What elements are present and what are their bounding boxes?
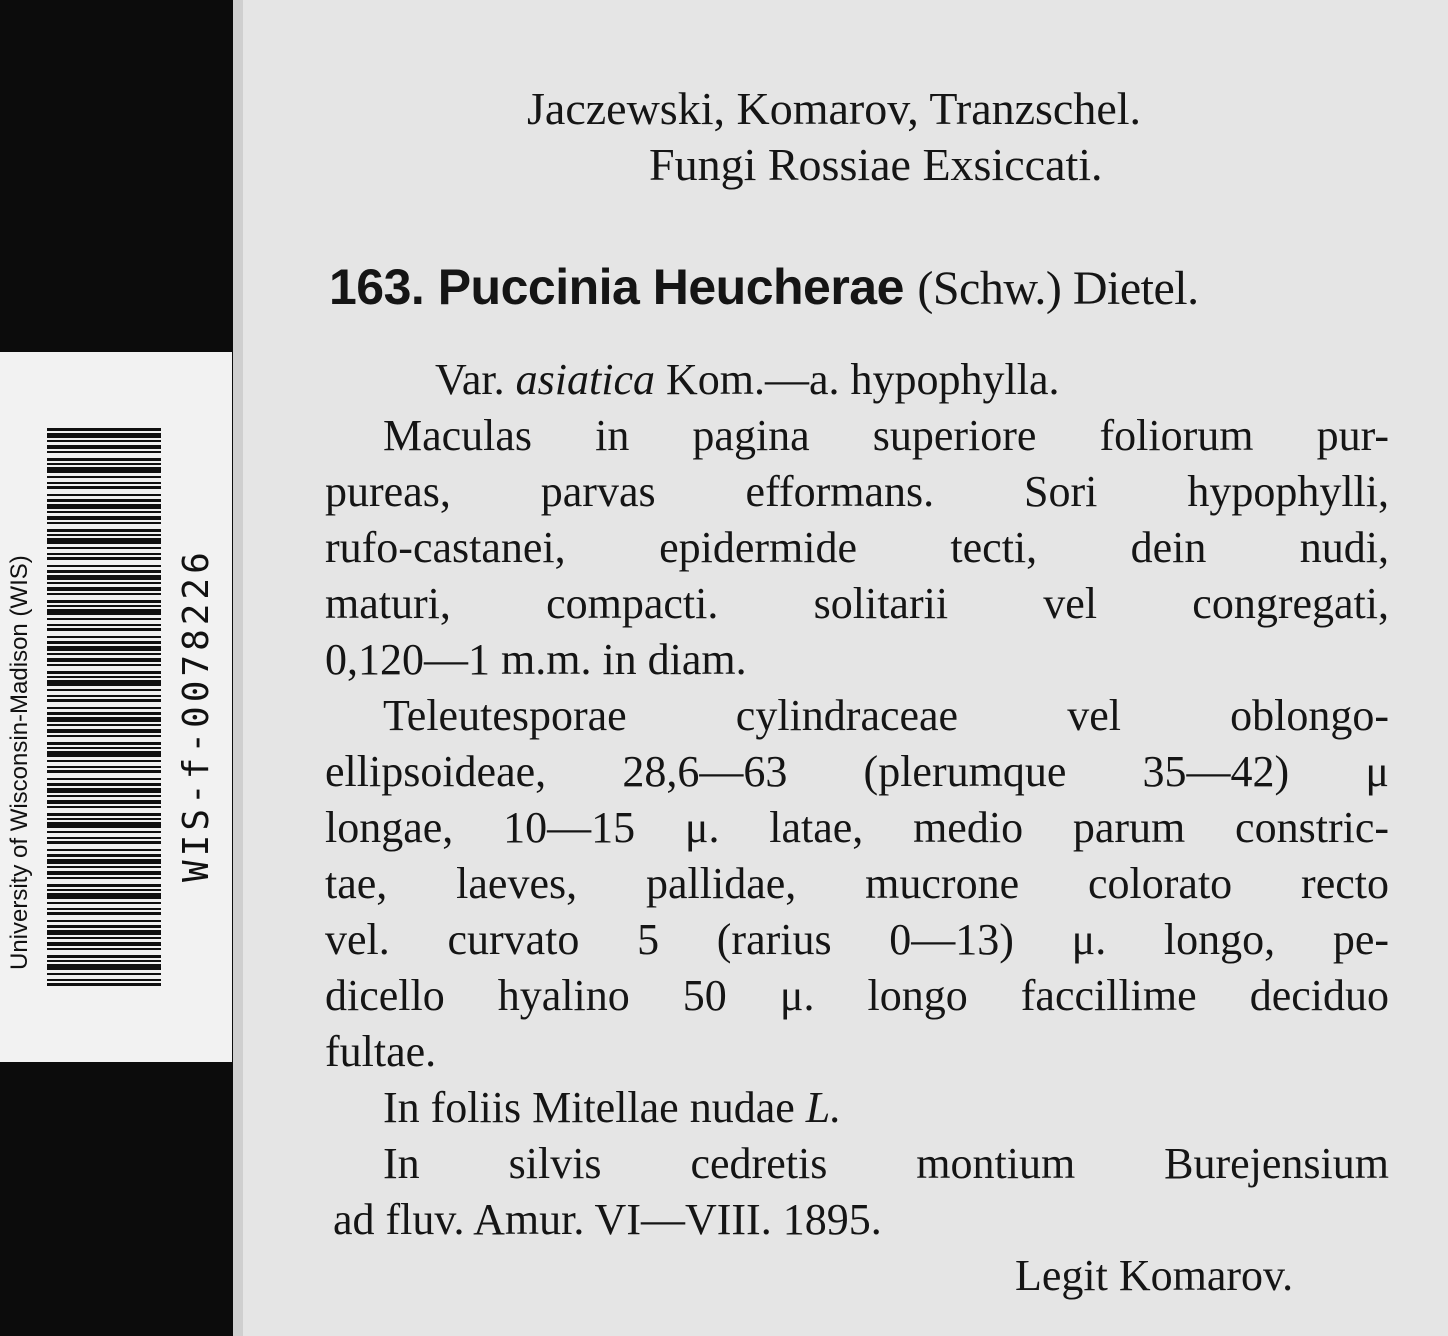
barcode-stripe <box>47 837 161 839</box>
barcode-stripe <box>47 553 161 555</box>
locality-line-1: In silvis cedretis montium Burejensium <box>383 1139 1389 1188</box>
barcode-stripe <box>47 859 161 864</box>
barcode-stripe <box>47 624 161 626</box>
barcode-stripe <box>47 699 161 702</box>
barcode-stripe <box>47 712 161 715</box>
barcode-stripe <box>47 866 161 868</box>
barcode-stripe <box>47 983 161 986</box>
barcode-stripe <box>47 770 161 773</box>
description-line-10: vel. curvato 5 (rarius 0—13) μ. longo, pe- <box>325 915 1389 964</box>
barcode-stripe <box>47 547 161 549</box>
description-line-11: dicello hyalino 50 μ. longo faccillime deciduo <box>325 971 1389 1020</box>
barcode-stripe <box>47 717 161 722</box>
barcode-stripe <box>47 671 161 674</box>
barcode-stripe <box>47 458 161 461</box>
barcode-stripe <box>47 482 161 484</box>
barcode-stripe <box>47 467 161 473</box>
barcode-stripe <box>47 689 161 691</box>
barcode-stripe <box>47 751 161 757</box>
barcode-stripe <box>47 735 161 737</box>
barcode-stripe <box>47 707 161 709</box>
barcode-institution: University of Wisconsin-Madison (WIS) <box>6 555 33 970</box>
description-line-8: longae, 10—15 μ. latae, medio parum constric- <box>325 803 1389 852</box>
variety-name: asiatica <box>515 355 655 404</box>
description-line-4: maturi, compacti. solitarii vel congregati, <box>325 579 1389 628</box>
barcode-stripe <box>47 646 161 651</box>
barcode-stripe <box>47 680 161 686</box>
barcode-stripe <box>47 504 161 509</box>
barcode-stripe <box>47 529 161 532</box>
barcode-stripe <box>47 778 161 780</box>
barcode-stripe <box>47 831 161 833</box>
barcode-stripe <box>47 587 161 591</box>
barcode-stripe <box>47 955 161 958</box>
barcode-stripe <box>47 964 161 970</box>
barcode-stripe <box>47 641 161 644</box>
barcode-stripe <box>47 695 161 697</box>
label-edge <box>233 0 243 1336</box>
barcode-stripe <box>47 636 161 638</box>
barcode-stripe <box>47 628 161 631</box>
barcode-stripe <box>47 440 161 442</box>
barcode-stripe <box>47 653 161 655</box>
barcode-stripe <box>47 948 161 950</box>
barcode-stripe <box>47 877 161 879</box>
barcode-stripe <box>47 609 161 615</box>
barcode-stripe <box>47 747 161 749</box>
barcode-stripe <box>47 788 161 793</box>
barcode-stripe <box>47 428 161 431</box>
barcode-stripe <box>47 937 161 939</box>
host-name: In foliis Mitellae nudae <box>383 1083 795 1132</box>
barcode-stripe <box>47 902 161 904</box>
barcode-stripe <box>47 534 161 536</box>
entry-number-name: 163. Puccinia Heucherae <box>329 259 904 315</box>
barcode-stripe <box>47 593 161 595</box>
variety-line <box>435 355 1060 404</box>
description-line-7: ellipsoideae, 28,6—63 (plerumque 35—42) μ <box>325 747 1389 796</box>
collector-line: Legit Komarov. <box>1015 1251 1294 1300</box>
locality-line-2: ad fluv. Amur. VI—VIII. 1895. <box>333 1195 882 1244</box>
barcode-stripe <box>47 499 161 502</box>
barcode-stripe <box>47 658 161 662</box>
barcode-stripe <box>47 664 161 666</box>
barcode-stripe <box>47 451 161 453</box>
barcode-stripe <box>47 724 161 726</box>
barcode-stripe <box>47 766 161 768</box>
barcode-stripe <box>47 486 161 489</box>
barcode-stripe <box>47 618 161 620</box>
barcode-stripe <box>47 516 161 520</box>
barcode-stripe <box>47 813 161 816</box>
specimen-label <box>233 0 1448 1336</box>
barcode-stripe <box>47 960 161 962</box>
barcode-stripe <box>47 884 161 887</box>
barcode-stripe <box>47 854 161 857</box>
barcode-stripe <box>47 979 161 981</box>
barcode-stripe <box>47 605 161 607</box>
barcode-stripe <box>47 575 161 580</box>
barcode-stripe <box>47 538 161 544</box>
barcode-stripe <box>47 930 161 935</box>
barcode-stripe <box>47 841 161 844</box>
barcode-stripe <box>47 445 161 449</box>
description-line-2: pureas, parvas efformans. Sori hypophylli, <box>325 467 1389 516</box>
barcode-stripe <box>47 433 161 438</box>
barcode-stripe <box>47 760 161 762</box>
barcode-stripe <box>47 818 161 820</box>
barcode-stripe <box>47 849 161 851</box>
barcode-stripe <box>47 557 161 560</box>
barcode-stripe <box>47 729 161 733</box>
barcode-stripe <box>47 889 161 891</box>
barcode-card <box>0 352 232 1062</box>
barcode-stripe <box>47 522 161 524</box>
barcode-stripe <box>47 476 161 478</box>
barcode-stripe <box>47 676 161 678</box>
barcode-stripe <box>47 511 161 513</box>
entry-title <box>329 259 1199 315</box>
barcode-stripe <box>47 795 161 797</box>
barcode-stripe <box>47 800 161 804</box>
description-line-5: 0,120—1 m.m. in diam. <box>325 635 747 684</box>
entry-authority: (Schw.) Dietel. <box>917 262 1199 315</box>
description-line-6: Teleutesporae cylindraceae vel oblongo- <box>383 691 1389 740</box>
barcode-stripe <box>47 893 161 899</box>
barcode-stripe <box>47 822 161 828</box>
barcode-stripe <box>47 925 161 928</box>
description-line-1: Maculas in pagina superiore foliorum pur- <box>383 411 1389 460</box>
barcode-stripe <box>47 600 161 603</box>
barcode-stripe <box>47 582 161 584</box>
header-authors: Jaczewski, Komarov, Tranzschel. <box>527 83 1142 134</box>
barcode-stripe <box>47 570 161 573</box>
description-line-9: tae, laeves, pallidae, mucrone colorato recto <box>325 859 1389 908</box>
barcode-stripe <box>47 912 161 915</box>
barcode-bars <box>47 428 161 988</box>
barcode-stripe <box>47 920 161 922</box>
header-series: Fungi Rossiae Exsiccati. <box>649 139 1103 190</box>
host-line <box>383 1083 842 1132</box>
variety-prefix: Var. <box>435 355 505 404</box>
barcode-stripe <box>47 973 161 975</box>
barcode-stripe <box>47 806 161 808</box>
description-line-12: fultae. <box>325 1027 437 1076</box>
barcode-stripe <box>47 942 161 946</box>
barcode-stripe <box>47 463 161 465</box>
barcode-stripe <box>47 494 161 496</box>
barcode-catalog-number: WIS-f-0078226 <box>176 548 217 882</box>
description-line-3: rufo-castanei, epidermide tecti, dein nudi, <box>325 523 1389 572</box>
barcode-stripe <box>47 908 161 910</box>
variety-suffix: Kom.—a. hypophylla. <box>665 355 1060 404</box>
barcode-stripe <box>47 871 161 875</box>
host-authority: L. <box>805 1083 842 1132</box>
barcode-stripe <box>47 742 161 745</box>
barcode-stripe <box>47 783 161 786</box>
barcode-stripe <box>47 565 161 567</box>
